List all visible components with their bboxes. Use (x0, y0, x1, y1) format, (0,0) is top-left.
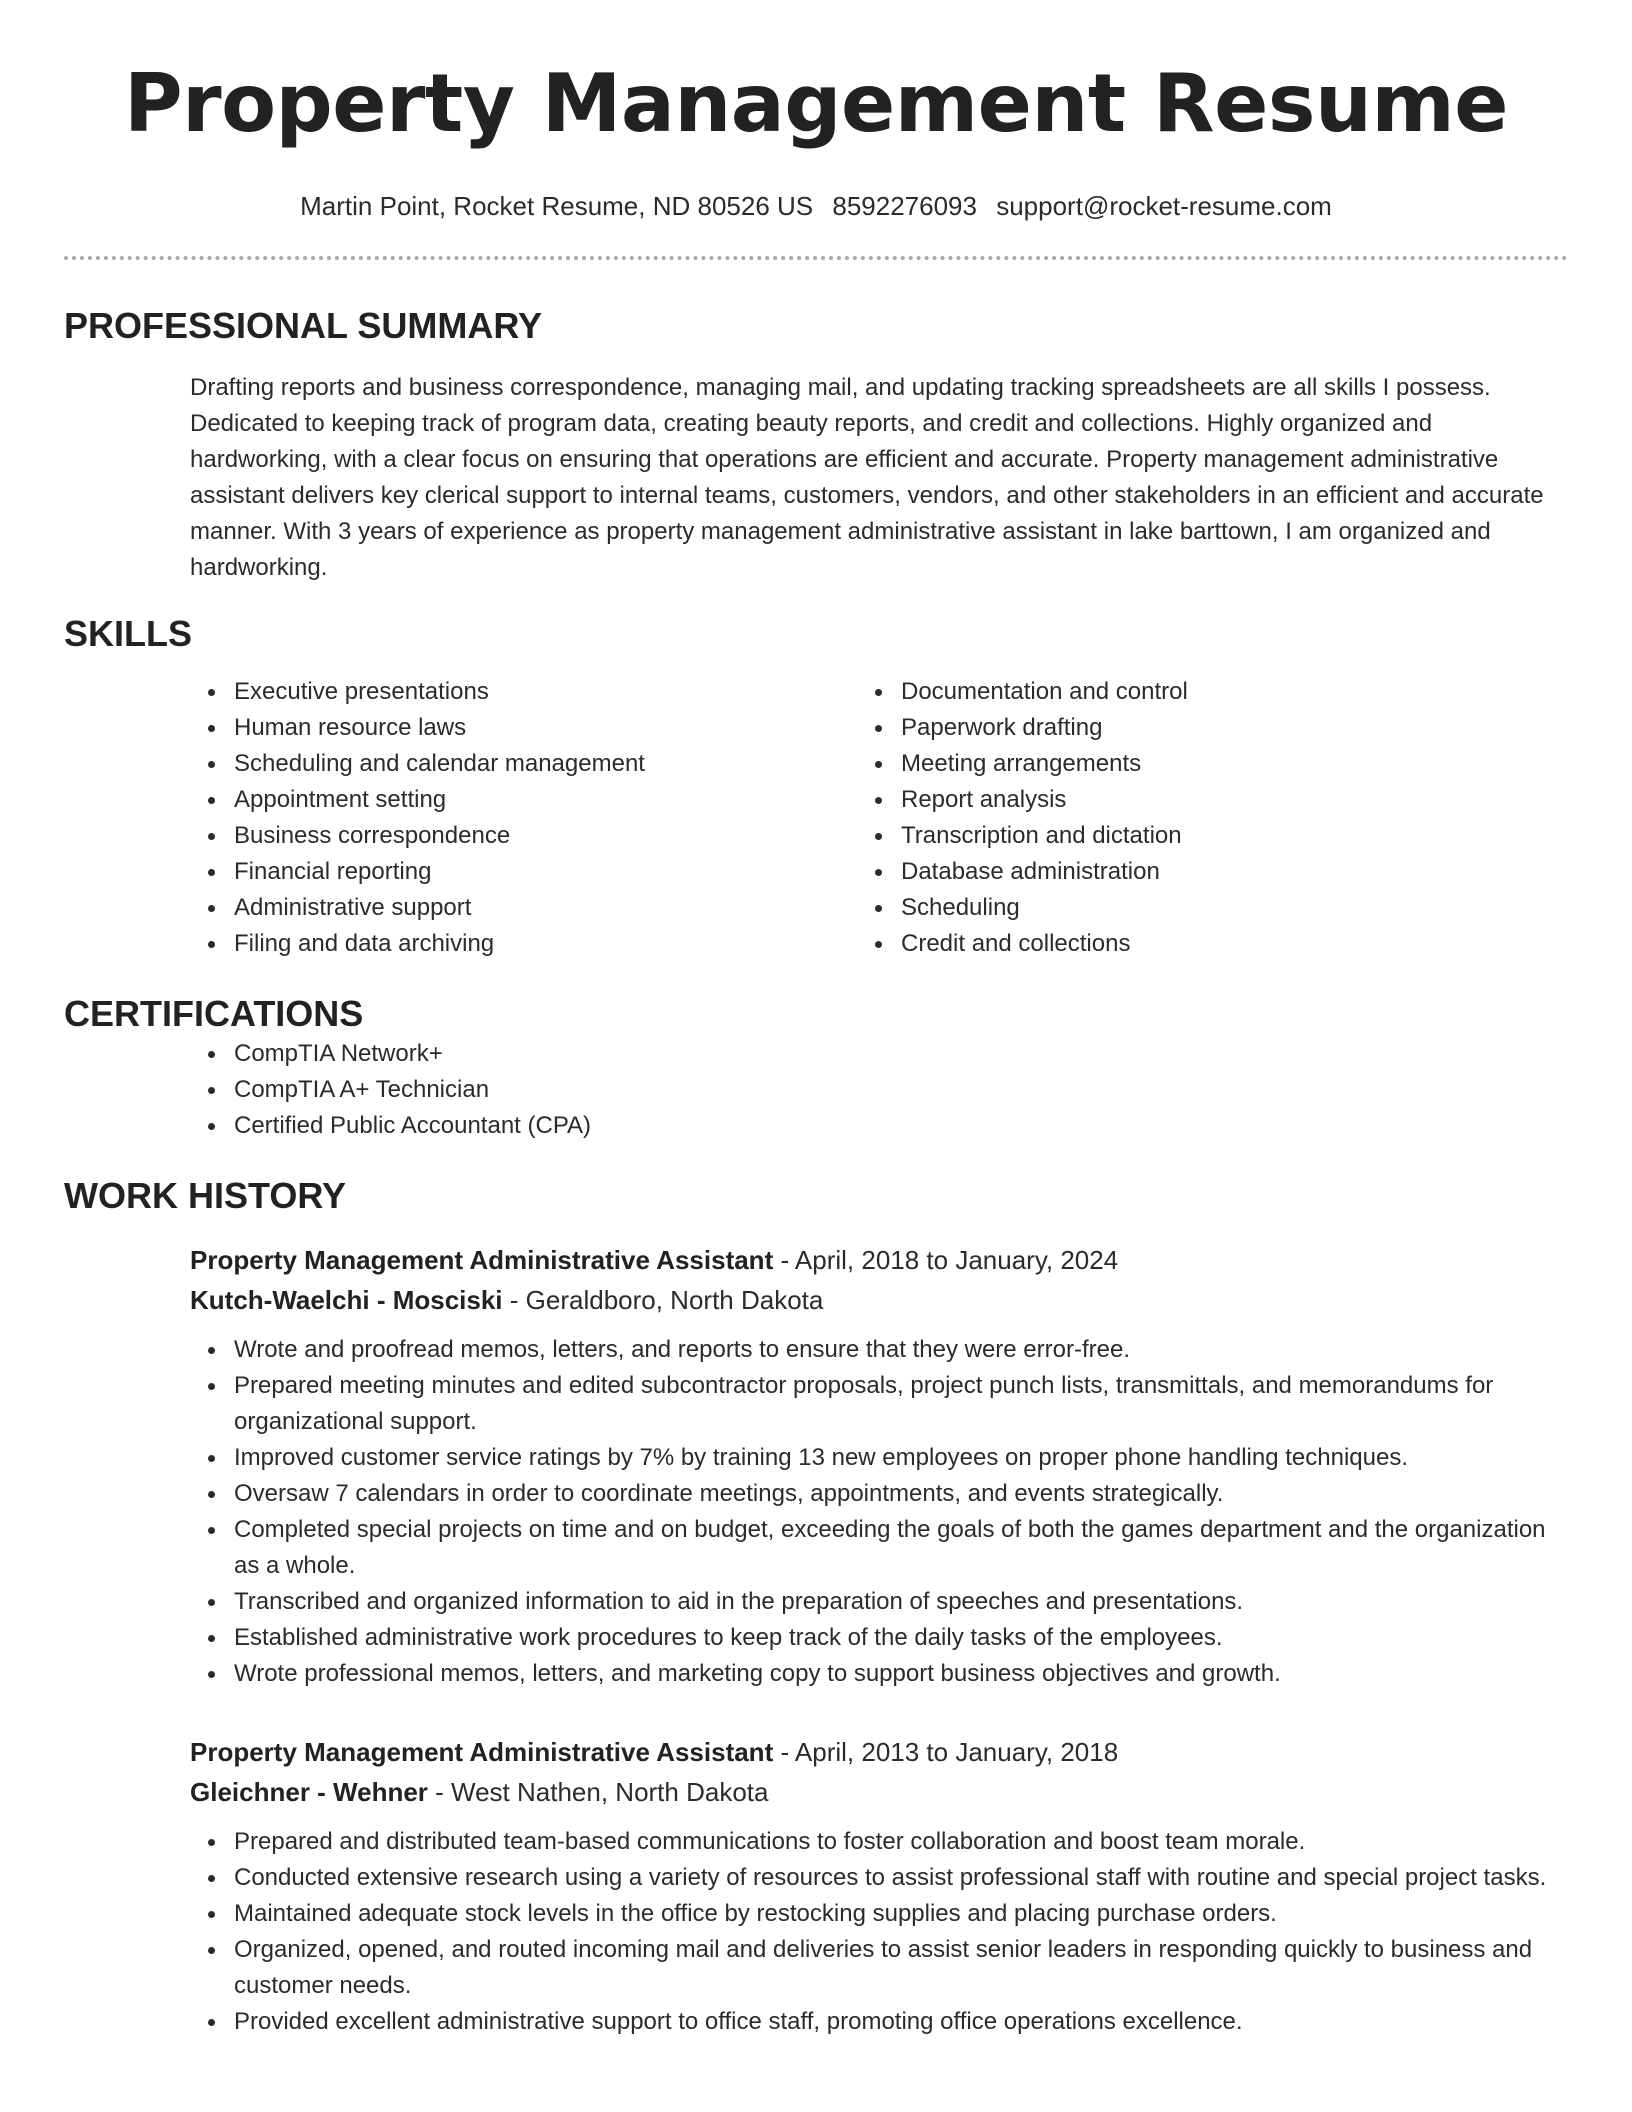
job-company-line (190, 1772, 1568, 1812)
job-duty: Wrote and proofread memos, letters, and reports to ensure that they were error-free. (234, 1332, 1568, 1368)
work-history-heading: WORK HISTORY (64, 1175, 347, 1216)
skills-heading: SKILLS (64, 613, 193, 654)
job-title-line (190, 1732, 1568, 1772)
header-divider (64, 256, 1568, 260)
job-duty: Completed special projects on time and on budget, exceeding the goals of both the games department and the organization as a whole. (234, 1512, 1568, 1584)
certification-item: Certified Public Accountant (CPA) (234, 1108, 1568, 1144)
skill-item: Appointment setting (234, 782, 901, 818)
job-company: Kutch-Waelchi - Mosciski (190, 1285, 503, 1315)
certification-item: CompTIA A+ Technician (234, 1072, 1568, 1108)
job-location: - Geraldboro, North Dakota (502, 1285, 824, 1315)
job-company: Gleichner - Wehner (190, 1777, 428, 1807)
job-duty: Oversaw 7 calendars in order to coordinate meetings, appointments, and events strategically. (234, 1476, 1568, 1512)
skills-right-list (901, 674, 1568, 962)
skill-item: Paperwork drafting (901, 710, 1568, 746)
skill-item: Database administration (901, 854, 1568, 890)
job-duty: Prepared and distributed team-based communications to foster collaboration and boost team morale. (234, 1824, 1568, 1860)
summary-heading: PROFESSIONAL SUMMARY (64, 305, 543, 346)
skill-item: Business correspondence (234, 818, 901, 854)
certifications-list (64, 1036, 1568, 1144)
skill-item: Administrative support (234, 890, 901, 926)
job-duty: Prepared meeting minutes and edited subcontractor proposals, project punch lists, transmittals, and memorandums for organizational support. (234, 1368, 1568, 1440)
resume-title: Property Management Resume (123, 57, 1509, 150)
skills-section (64, 612, 1568, 962)
skill-item: Documentation and control (901, 674, 1568, 710)
job-entry (64, 1732, 1568, 2040)
work-history-section (64, 1174, 1568, 2040)
contact-phone: 8592276093 (832, 191, 977, 221)
contact-address: Martin Point, Rocket Resume, ND 80526 US (300, 191, 814, 221)
skill-item: Financial reporting (234, 854, 901, 890)
job-duty: Organized, opened, and routed incoming mail and deliveries to assist senior leaders in responding quickly to business and customer needs. (234, 1932, 1568, 2004)
job-entry (64, 1240, 1568, 1692)
skills-left-list (64, 674, 901, 962)
skill-item: Scheduling (901, 890, 1568, 926)
job-dates: - April, 2018 to January, 2024 (773, 1245, 1119, 1275)
summary-section (64, 304, 1568, 586)
skill-item: Meeting arrangements (901, 746, 1568, 782)
job-duty: Transcribed and organized information to aid in the preparation of speeches and presentations. (234, 1584, 1568, 1620)
job-title-line (190, 1240, 1568, 1280)
job-duties-list (64, 1824, 1568, 2040)
job-role: Property Management Administrative Assistant (190, 1737, 774, 1767)
skill-item: Scheduling and calendar management (234, 746, 901, 782)
skill-item: Transcription and dictation (901, 818, 1568, 854)
certification-item: CompTIA Network+ (234, 1036, 1568, 1072)
job-location: - West Nathen, North Dakota (427, 1777, 769, 1807)
job-company-line (190, 1280, 1568, 1320)
job-dates: - April, 2013 to January, 2018 (773, 1737, 1119, 1767)
skill-item: Human resource laws (234, 710, 901, 746)
skills-grid (64, 674, 1568, 962)
skill-item: Report analysis (901, 782, 1568, 818)
summary-text: Drafting reports and business correspondence, managing mail, and updating tracking spreadsheets are all skills I possess. Dedicated to keeping track of program data, creating beauty reports, and credit and collections. Highly organized and hardworking, with a clear focus on ensuring that operations are efficient and accurate. Property management administrative assistant delivers key clerical support to internal teams, customers, vendors, and other stakeholders in an efficient and accurate manner. With 3 years of experience as property management administrative assistant in lake barttown, I am organized and hardworking. (190, 374, 1544, 581)
contact-line (64, 190, 1568, 222)
job-duty: Improved customer service ratings by 7% by training 13 new employees on proper phone handling techniques. (234, 1440, 1568, 1476)
job-duty: Conducted extensive research using a variety of resources to assist professional staff with routine and special project tasks. (234, 1860, 1568, 1896)
skill-item: Credit and collections (901, 926, 1568, 962)
certifications-heading: CERTIFICATIONS (64, 993, 364, 1034)
job-duty: Wrote professional memos, letters, and marketing copy to support business objectives and growth. (234, 1656, 1568, 1692)
job-duty: Established administrative work procedures to keep track of the daily tasks of the employees. (234, 1620, 1568, 1656)
job-duty: Maintained adequate stock levels in the office by restocking supplies and placing purchase orders. (234, 1896, 1568, 1932)
certifications-section (64, 992, 1568, 1144)
skill-item: Executive presentations (234, 674, 901, 710)
job-duties-list (64, 1332, 1568, 1692)
skill-item: Filing and data archiving (234, 926, 901, 962)
job-duty: Provided excellent administrative support to office staff, promoting office operations excellence. (234, 2004, 1568, 2040)
job-role: Property Management Administrative Assistant (190, 1245, 774, 1275)
contact-email: support@rocket-resume.com (996, 191, 1332, 221)
